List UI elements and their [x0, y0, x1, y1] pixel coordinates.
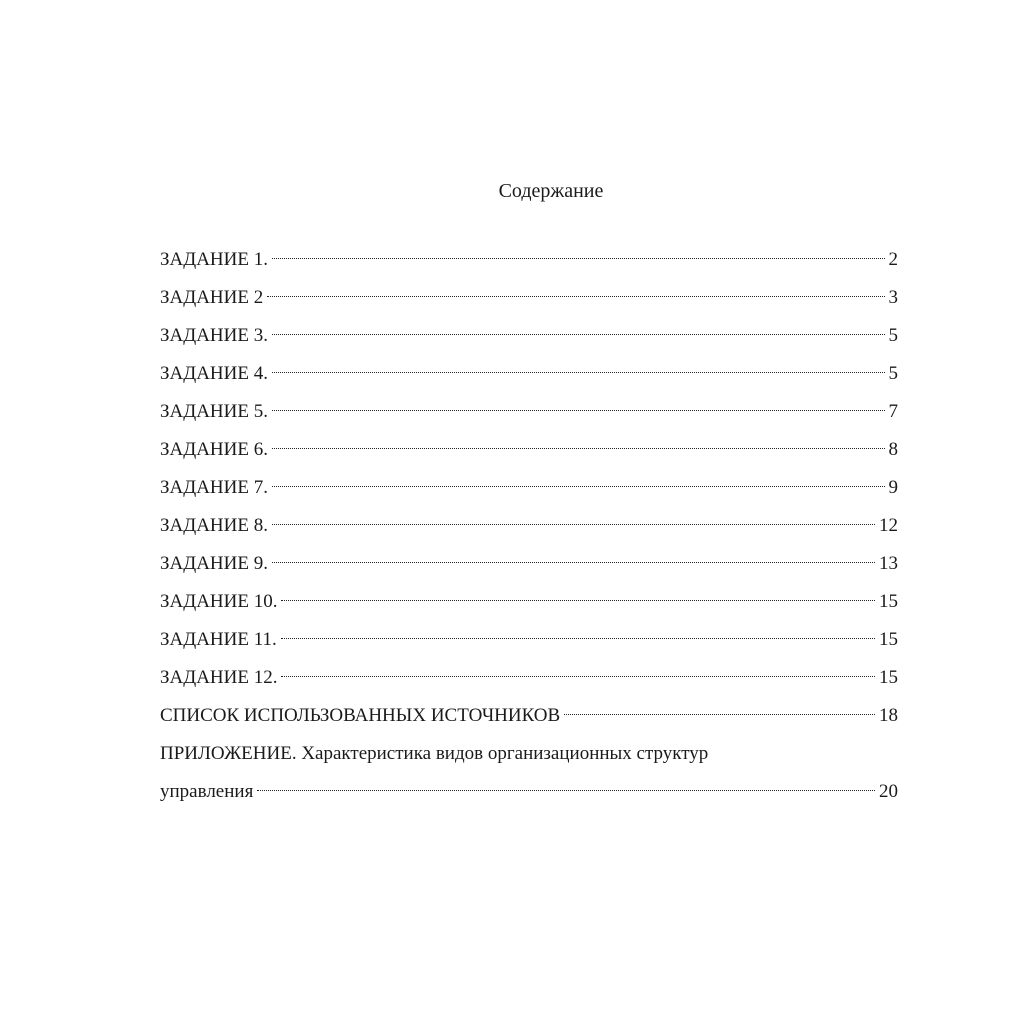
toc-entry-3[interactable]: [160, 317, 898, 355]
toc-page-number: 2: [888, 249, 898, 270]
toc-entry-label: ЗАДАНИЕ 6.: [160, 439, 268, 460]
toc-page-number: 13: [879, 553, 898, 574]
toc-entry-8[interactable]: [160, 507, 898, 545]
toc-entry-label: ЗАДАНИЕ 12.: [160, 667, 278, 688]
toc-page-number: 18: [879, 705, 898, 726]
toc-entry-label: ЗАДАНИЕ 7.: [160, 477, 268, 498]
toc-entry-12[interactable]: [160, 659, 898, 697]
toc-entry-label: ЗАДАНИЕ 11.: [160, 629, 277, 650]
toc-page-number: 15: [879, 591, 898, 612]
toc-entry-1[interactable]: [160, 241, 898, 279]
dot-leader: [272, 486, 885, 487]
toc-page-number: 7: [888, 401, 898, 422]
toc-page-number: 8: [888, 439, 898, 460]
toc-entry-2[interactable]: [160, 279, 898, 317]
dot-leader: [267, 296, 884, 297]
dot-leader: [564, 714, 875, 715]
toc-page-number: 5: [888, 363, 898, 384]
dot-leader: [281, 638, 875, 639]
toc-page-number: 9: [888, 477, 898, 498]
toc-entry-appendix[interactable]: [160, 735, 898, 811]
table-of-contents: [160, 241, 898, 811]
toc-entry-label: ЗАДАНИЕ 10.: [160, 591, 278, 612]
toc-entry-10[interactable]: [160, 583, 898, 621]
toc-page-number: 20: [879, 781, 898, 802]
toc-entry-label: ЗАДАНИЕ 8.: [160, 515, 268, 536]
toc-entry-label: ЗАДАНИЕ 2: [160, 287, 264, 308]
dot-leader: [257, 790, 875, 791]
toc-entry-5[interactable]: [160, 393, 898, 431]
toc-page-number: 15: [879, 667, 898, 688]
toc-entry-label: ЗАДАНИЕ 1.: [160, 249, 268, 270]
toc-entry-label: ЗАДАНИЕ 5.: [160, 401, 268, 422]
toc-entry-label-line1: ПРИЛОЖЕНИЕ. Характеристика видов организационных структур: [160, 743, 709, 764]
toc-entry-label: СПИСОК ИСПОЛЬЗОВАННЫХ ИСТОЧНИКОВ: [160, 705, 561, 726]
toc-entry-label: ЗАДАНИЕ 9.: [160, 553, 268, 574]
toc-entry-label: ЗАДАНИЕ 3.: [160, 325, 268, 346]
dot-leader: [272, 410, 885, 411]
dot-leader: [272, 372, 885, 373]
toc-entry-11[interactable]: [160, 621, 898, 659]
toc-entry-6[interactable]: [160, 431, 898, 469]
dot-leader: [272, 334, 885, 335]
dot-leader: [272, 448, 885, 449]
toc-page-number: 3: [888, 287, 898, 308]
page-title: Содержание: [498, 180, 604, 202]
dot-leader: [272, 524, 875, 525]
dot-leader: [281, 676, 875, 677]
toc-entry-4[interactable]: [160, 355, 898, 393]
toc-entry-7[interactable]: [160, 469, 898, 507]
dot-leader: [272, 562, 875, 563]
toc-entry-label-line2: управления: [160, 781, 254, 802]
toc-page-number: 5: [888, 325, 898, 346]
toc-entry-9[interactable]: [160, 545, 898, 583]
toc-entry-label: ЗАДАНИЕ 4.: [160, 363, 268, 384]
toc-entry-sources[interactable]: [160, 697, 898, 735]
toc-page-number: 12: [879, 515, 898, 536]
dot-leader: [272, 258, 885, 259]
dot-leader: [281, 600, 875, 601]
toc-page-number: 15: [879, 629, 898, 650]
